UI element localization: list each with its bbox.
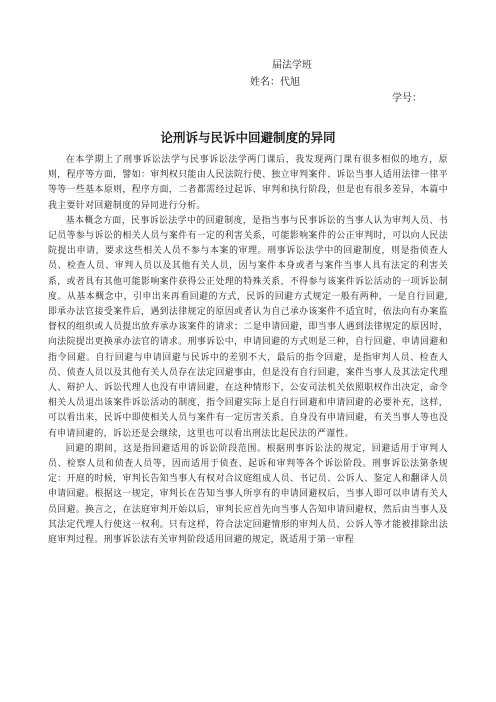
essay-body [48,153,448,548]
class-line: 届法学班 [272,60,312,71]
paragraph: 基本概念方面，民事诉讼法学中的回避制度，是指当事与民事诉讼的当事人认为审判人员、书记员等参与诉讼的相关人员与案件有一定的利害关系，可能影响案件的公正审判时，可以向人民法院提出申请，要求这些相关人员不参与本案的审理。刑事诉讼法学中的回避制度，则是指侦查人员、检查人员、审判人员以及其他有关人员，因与案件本身或者与案件当事人具有法定的利害关系，或者具有其他可能影响案件获得公正处理的特殊关系，不得参与该案件诉讼活动的一项诉讼制度。从基本概念中，引申出来再看回避的方式，民诉的回避方式规定一般有两种，一是自行回避,即承办法官接受案件后，遇到法律规定的原因或者认为自己承办该案件不适宜时，依法向有办案监督权的组织或人员提出放弃承办该案件的请求；二是申请回避，即当事人遇到法律规定的原因时，向法院提出更换承办法官的请求。刑事诉讼中，申请回避的方式则是三种，自行回避、申请回避和指令回避。自行回避与申请回避与民诉中的差别不大，最后的指令回避，是指审判人员、检查人员、侦查人员以及其他有关人员存在法定回避事由，但是没有自行回避，案件当事人及其法定代理人、辩护人、诉讼代理人也没有申请回避，在这种情形下，公安司法机关依照职权作出决定，命令相关人员退出该案件诉讼活动的制度，指令回避实际上是自行回避和申请回避的必要补充，这样，可以看出来，民诉中即使相关人员与案件有一定厉害关系，自身没有申请回避，有关当事人等也没有申请回避的，诉讼还是会继续，这里也可以看出刑法比起民法的严谨性。 [48,215,448,439]
essay-title: 论刑诉与民诉中回避制度的异同 [160,130,336,145]
paragraph: 回避的期间，这是指回避适用的诉讼阶段范围。根据刑事诉讼法的规定，回避适用于审判人员、检察人员和侦查人员等，因而适用于侦查、起诉和审判等各个诉讼阶段。刑事诉讼法第条规定：开庭的时候，审判长告知当事人有权对合议庭组成人员、书记员、公诉人、鉴定人和翻译人员申请回避。根据这一规定，审判长在告知当事人所享有的申请回避权后，当事人即可以申请有关人员回避。换言之，在法庭审判开始以后，审判长应首先向当事人告知申请回避权，然后由当事人及其法定代理人行使这一权利。只有这样，符合法定回避情形的审判人员、公诉人等才能被排除出法庭审判过程。刑事诉讼法有关审判阶段适用回避的规定，既适用于第一审程 [48,443,448,546]
student-number-line: 学号： [392,93,422,104]
paragraph: 在本学期上了刑事诉讼法学与民事诉讼法学两门课后，我发现两门课有很多相似的地方，原则，程序等方面，譬如：审判权只能由人民法院行使、独立审判案件、诉讼当事人适用法律一律平等等一些基本原则，程序方面，二者都需经过起诉、审判和执行阶段，但是也有很多差异，本篇中我主要针对回避制度的异同进行分析。 [48,155,448,211]
student-name-line: 姓名：代旭 [250,77,300,88]
